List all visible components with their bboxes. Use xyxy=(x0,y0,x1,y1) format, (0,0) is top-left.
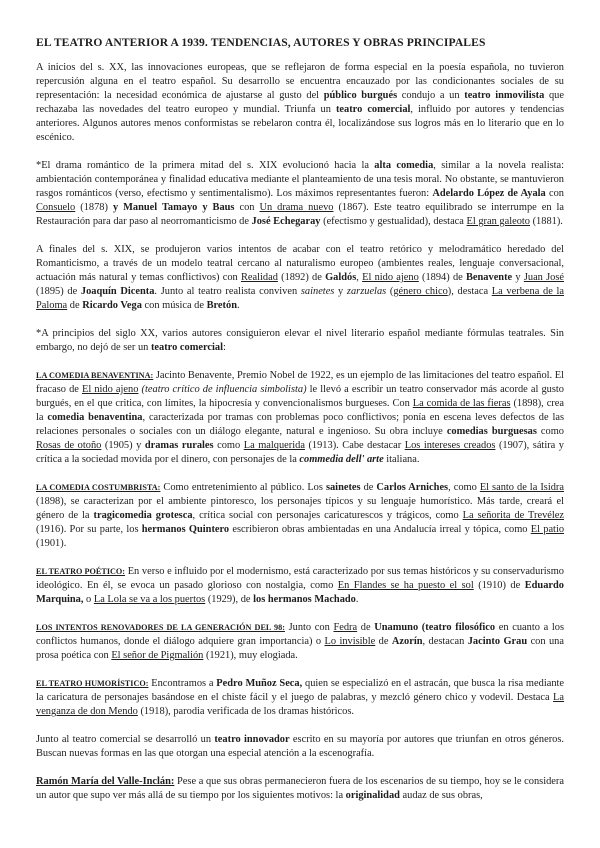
emphasis-text: Fedra xyxy=(333,622,358,633)
text-run: , similar a la novela realista: ambientación contemporánea y finalidad educativa mediante el planteamiento de una tesis moral. No obstante, se mantuvieron rasgos románticos (verso, efectismo y sentimentalismo). Los máximos representantes fueron: xyxy=(36,160,565,199)
section-comedia-costumbrista xyxy=(36,481,564,551)
text-run: , como xyxy=(448,482,480,493)
text-run: (1910) de xyxy=(473,580,525,591)
emphasis-text: comedia benaventina xyxy=(47,412,143,423)
text-run: y xyxy=(512,272,524,283)
text-run: , xyxy=(356,272,363,283)
text-run: (1929), de xyxy=(205,594,254,605)
emphasis-text: Juan José xyxy=(523,272,564,283)
emphasis-text: La malquerida xyxy=(243,440,305,451)
text-run: Pese a que sus obras permanecieron fuera de los escenarios de su tiempo, hoy se le considera un autor que supo ver más allá de su tiempo por los siguientes motivos: la xyxy=(36,776,564,801)
section-generacion-98 xyxy=(36,621,564,663)
text-run: con xyxy=(234,202,260,213)
text-run: A inicios del s. XX, las innovaciones europeas, que se reflejaron de forma especial en la poesía española, no tuvieron repercusión alguna en el teatro español. Su desarrollo se encuentra encauzado por las condicionantes sociales de su representación: la necesidad económica de ajustarse al gusto del xyxy=(36,62,564,101)
emphasis-text: Bretón xyxy=(206,300,237,311)
emphasis-text: Carlos Arniches xyxy=(376,482,449,493)
emphasis-text: y Manuel Tamayo y Baus xyxy=(112,202,235,213)
emphasis-text: José Echegaray xyxy=(251,216,321,227)
text-run: : xyxy=(222,342,226,353)
emphasis-text: La venganza de don Mendo xyxy=(36,692,564,717)
section-heading: LA COMEDIA COSTUMBRISTA: xyxy=(36,483,161,492)
text-run: (1918), parodia verificada de los dramas históricos. xyxy=(137,706,354,717)
text-run: ( xyxy=(386,286,394,297)
paragraph-realismo xyxy=(36,243,564,313)
text-run: (efectismo y gestualidad), destaca xyxy=(320,216,467,227)
text-run: (1894) de xyxy=(418,272,466,283)
text-run: con una prosa poética con xyxy=(36,636,564,661)
emphasis-text: Jacinto Grau xyxy=(467,636,528,647)
paragraph-alta-comedia xyxy=(36,159,564,229)
text-run: (1901). xyxy=(36,538,67,549)
emphasis-text: los hermanos Machado xyxy=(253,594,356,605)
text-run: (1881). xyxy=(530,216,563,227)
text-run: escrito en su mayoría por autores que triunfan en otros géneros. Buscan nuevas formas en las que otorgan una especial atención a la escenografía. xyxy=(36,734,564,759)
section-heading: LOS INTENTOS RENOVADORES DE LA GENERACIÓN DEL 98: xyxy=(36,623,285,632)
emphasis-text: Unamuno (teatro filosófico xyxy=(374,622,496,633)
text-run: . Junto al teatro realista conviven xyxy=(154,286,301,297)
emphasis-text: La verbena de la Paloma xyxy=(36,286,564,311)
paragraph-siglo-xx xyxy=(36,327,564,355)
text-run: (1907), sátira y crítica a la sociedad movida por el dinero, con personajes de la xyxy=(36,440,564,465)
emphasis-text: teatro innovador xyxy=(214,734,290,745)
section-heading: LA COMEDIA BENAVENTINA: xyxy=(36,371,154,380)
emphasis-text: género chico xyxy=(393,286,448,297)
emphasis-text: Ramón María del Valle-Inclán: xyxy=(36,776,175,787)
text-run: , influido por autores y tendencias anteriores. Algunos autores menos conformistas se rebelaron contra él, localizándose sus logros más en lo literario que en lo escénico. xyxy=(36,104,564,143)
emphasis-text: El nido ajeno xyxy=(362,272,419,283)
text-run: (1892) de xyxy=(277,272,326,283)
text-run: o xyxy=(83,594,94,605)
text-run: (1895) de xyxy=(36,286,81,297)
text-run: (1878) xyxy=(75,202,113,213)
text-run: que rechazaba las novedades del teatro europeo y mundial. Triunfa un xyxy=(36,90,564,115)
emphasis-text: Azorín xyxy=(391,636,423,647)
text-run: escribieron obras ambientadas en una Andalucía irreal y tópica, como xyxy=(229,524,531,535)
emphasis-text: En Flandes se ha puesto el sol xyxy=(337,580,474,591)
text-run: Encontramos a xyxy=(148,678,217,689)
section-heading: EL TEATRO POÉTICO: xyxy=(36,567,126,576)
emphasis-text: teatro inmovilista xyxy=(464,90,545,101)
text-run: de xyxy=(375,636,392,647)
text-run: (1905) y xyxy=(101,440,145,451)
section-comedia-benaventina xyxy=(36,369,564,467)
section-valle-inclan xyxy=(36,775,564,803)
emphasis-text: Realidad xyxy=(240,272,278,283)
emphasis-text: alta comedia xyxy=(374,160,434,171)
emphasis-text: tragicomedia grotesca xyxy=(93,510,193,521)
emphasis-text: Rosas de otoño xyxy=(36,440,102,451)
text-run: (1898), se caracterizan por el ambiente pintoresco, los personajes típicos y su lenguaje humorístico. Más tarde, creará el género de la xyxy=(36,496,564,521)
document-title: EL TEATRO ANTERIOR A 1939. TENDENCIAS, AUTORES Y OBRAS PRINCIPALES xyxy=(36,36,486,49)
text-run: (1921), muy elogiada. xyxy=(203,650,298,661)
text-run: Junto con xyxy=(284,622,334,633)
emphasis-text: público burgués xyxy=(323,90,398,101)
emphasis-text: El santo de la Isidra xyxy=(479,482,564,493)
emphasis-text: El nido ajeno xyxy=(82,384,139,395)
text-run: (1916). Por su parte, los xyxy=(36,524,142,535)
text-run: , destacan xyxy=(422,636,468,647)
emphasis-text: dramas rurales xyxy=(144,440,214,451)
section-heading: EL TEATRO HUMORÍSTICO: xyxy=(36,679,149,688)
emphasis-text: Lo invisible xyxy=(324,636,376,647)
text-run: , crítica social con personajes caricaturescos y trágicos, como xyxy=(192,510,463,521)
text-run: de xyxy=(360,482,377,493)
text-run: con música de xyxy=(141,300,207,311)
emphasis-text: La señorita de Trevélez xyxy=(462,510,565,521)
text-run: En verso e influido por el modernismo, está caracterizado por sus temas históricos y su conservadurismo ideológico. En él, se evoca un pasado glorioso con nostalgia, como xyxy=(36,566,564,591)
text-run: condujo a un xyxy=(397,90,465,101)
emphasis-text: commedia dell' arte xyxy=(299,454,384,465)
text-run: como xyxy=(536,426,564,437)
emphasis-text: El señor de Pigmalión xyxy=(111,650,204,661)
paragraph-teatro-innovador xyxy=(36,733,564,761)
emphasis-text: Joaquín Dicenta xyxy=(80,286,155,297)
emphasis-text: sainetes xyxy=(300,286,335,297)
text-run: y xyxy=(334,286,347,297)
text-run: quien se especializó en el astracán, que busca la risa mediante la caricatura de personajes basándose en el chiste fácil y el juego de palabras, y mezcló género chico y vodevil. Destaca xyxy=(36,678,565,703)
text-run: (1913). Cabe destacar xyxy=(304,440,405,451)
text-run: . xyxy=(355,594,359,605)
text-run: Jacinto Benavente, Premio Nobel de 1922, es un ejemplo de las limitaciones del teatro español. El fracaso de xyxy=(36,370,564,395)
text-run: italiana. xyxy=(383,454,420,465)
text-run: Junto al teatro comercial se desarrolló un xyxy=(36,734,215,745)
text-run: (1898), crea la xyxy=(36,398,564,423)
text-run: (1867). Este teatro equilibrado se interrumpe en la Restauración para dar paso al neorromanticismo de xyxy=(36,202,565,227)
emphasis-text: (teatro crítico de influencia simbolista) xyxy=(141,384,307,395)
text-run: . xyxy=(236,300,240,311)
emphasis-text: Un drama nuevo xyxy=(259,202,334,213)
emphasis-text: Consuelo xyxy=(36,202,76,213)
emphasis-text: teatro comercial xyxy=(150,342,223,353)
emphasis-text: La Lola se va a los puertos xyxy=(93,594,206,605)
text-run: Como entretenimiento al público. Los xyxy=(160,482,326,493)
text-run: , caracterizada por tramas con problemas poco conflictivos; ponía en escena leves defectos de las relaciones personales o sociales con un diálogo elegante, natural e ingenioso. Su obra incluye xyxy=(36,412,564,437)
emphasis-text: zarzuelas xyxy=(346,286,387,297)
paragraph-intro xyxy=(36,61,564,145)
text-run: *A principios del siglo XX, varios autores consiguieron elevar el nivel literario español mediante fórmulas teatrales. Sin embargo, no dejó de ser un xyxy=(36,328,564,353)
emphasis-text: Ricardo Vega xyxy=(82,300,142,311)
emphasis-text: Galdós xyxy=(325,272,357,283)
emphasis-text: El patio xyxy=(530,524,565,535)
text-run: en cuanto a los conflictos humanos, donde el diálogo adquiere gran importancia) o xyxy=(36,622,564,647)
emphasis-text: El gran galeoto xyxy=(466,216,530,227)
emphasis-text: Los intereses creados xyxy=(404,440,496,451)
text-run: le llevó a escribir un teatro conservador más acorde al gusto burgués, en el que critica, con límites, la hipocresía y convencionalismos burgueses. Con xyxy=(36,384,564,409)
text-run: como xyxy=(213,440,244,451)
text-run: de xyxy=(67,300,83,311)
text-run: A finales del s. XIX, se produjeron varios intentos de acabar con el teatro retórico y melodramático heredado del Romanticismo, a través de un modelo teatral cercano al naturalismo europeo (ambientes reales, lenguaje conversacional, actuación más natural y temas conflictivos) con xyxy=(36,244,564,283)
emphasis-text: Adelardo López de Ayala xyxy=(432,188,546,199)
emphasis-text: Pedro Muñoz Seca, xyxy=(216,678,303,689)
emphasis-text: Benavente xyxy=(465,272,513,283)
text-run: de xyxy=(357,622,375,633)
emphasis-text: comedias burguesas xyxy=(446,426,537,437)
emphasis-text: La comida de las fieras xyxy=(412,398,511,409)
text-run: ), destaca xyxy=(447,286,492,297)
text-run: con xyxy=(545,188,564,199)
text-run: *El drama romántico de la primera mitad del s. XIX evolucionó hacia la xyxy=(36,160,375,171)
emphasis-text: originalidad xyxy=(345,790,400,801)
section-teatro-humoristico xyxy=(36,677,564,719)
emphasis-text: hermanos Quintero xyxy=(141,524,230,535)
section-teatro-poetico xyxy=(36,565,564,607)
emphasis-text: teatro comercial xyxy=(335,104,411,115)
emphasis-text: sainetes xyxy=(325,482,361,493)
text-run: audaz de sus obras, xyxy=(399,790,483,801)
emphasis-text: Eduardo Marquina, xyxy=(36,580,564,605)
